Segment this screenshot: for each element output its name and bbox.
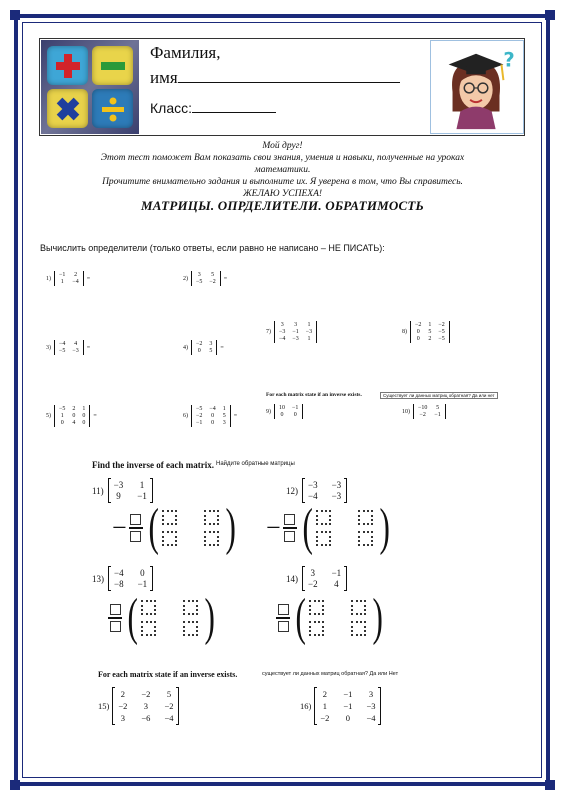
matrix-entry: 3 bbox=[209, 341, 213, 347]
matrix-entry: 0 bbox=[211, 420, 215, 426]
numerator-box[interactable] bbox=[278, 604, 289, 615]
problem-8 bbox=[402, 321, 450, 343]
matrix-entry: 0 bbox=[60, 420, 64, 426]
matrix-entry: −2 bbox=[415, 322, 422, 328]
problem-number: 3) bbox=[46, 344, 51, 351]
matrix-entry: 0 bbox=[82, 413, 86, 419]
math-logo bbox=[41, 40, 139, 134]
problem-12 bbox=[286, 478, 347, 503]
entry-box[interactable] bbox=[204, 510, 219, 525]
entry-box[interactable] bbox=[204, 531, 219, 546]
name-label: имя bbox=[150, 68, 178, 87]
problem-number: 15) bbox=[98, 701, 110, 711]
matrix-entry: 3 bbox=[294, 322, 298, 328]
name-underline bbox=[178, 82, 400, 83]
matrix-entry: −3 bbox=[279, 329, 286, 335]
matrix-entry: 10 bbox=[279, 405, 285, 411]
matrix-entry: −3 bbox=[331, 480, 342, 490]
problem-3 bbox=[46, 340, 90, 355]
matrix-entry: 3 bbox=[143, 701, 149, 711]
intro-line: Этот тест поможет Вам показать свои знания, умения и навыки, полученные на уроках bbox=[100, 153, 465, 163]
matrix-entry: 2 bbox=[72, 406, 76, 412]
matrix bbox=[112, 687, 179, 725]
entry-box[interactable] bbox=[309, 621, 324, 636]
intro-line: Мой друг! bbox=[262, 141, 303, 151]
answer-template-12 bbox=[266, 499, 393, 556]
exists-heading: For each matrix state if an inverse exists. bbox=[98, 670, 238, 679]
matrix-entry: −4 bbox=[279, 336, 286, 342]
entry-box[interactable] bbox=[358, 531, 373, 546]
matrix-entry: −2 bbox=[196, 341, 203, 347]
matrix-entry: 0 bbox=[72, 413, 76, 419]
matrix-entry: −2 bbox=[141, 689, 151, 699]
matrix-entry: 1 bbox=[322, 701, 327, 711]
matrix-entry: −4 bbox=[59, 341, 66, 347]
matrix-entry: 1 bbox=[60, 279, 64, 285]
problem-number: 16) bbox=[300, 701, 312, 711]
entry-box[interactable] bbox=[316, 531, 331, 546]
answer-grid bbox=[162, 510, 222, 546]
matrix-entry: −4 bbox=[209, 406, 216, 412]
matrix-entry: −2 bbox=[164, 701, 174, 711]
problem-number: 13) bbox=[92, 573, 104, 584]
matrix bbox=[108, 478, 153, 503]
equals-sign: = bbox=[93, 413, 97, 419]
problem-number: 7) bbox=[266, 329, 271, 335]
corner-ornament bbox=[10, 780, 20, 790]
intro-line: ЖЕЛАЮ УСПЕХА! bbox=[242, 189, 323, 199]
matrix-entry: −4 bbox=[72, 279, 79, 285]
determinant-instruction: Вычислить определители (только ответы, если равно не написано – НЕ ПИСАТЬ): bbox=[40, 243, 385, 253]
class-field[interactable] bbox=[150, 100, 276, 116]
matrix-entry: 5 bbox=[166, 689, 172, 699]
matrix bbox=[410, 321, 450, 343]
matrix-entry: 5 bbox=[428, 329, 432, 335]
right-paren: ) bbox=[379, 499, 390, 556]
matrix-entry: −1 bbox=[292, 405, 299, 411]
matrix-entry: 0 bbox=[280, 412, 284, 418]
equals-sign: = bbox=[86, 275, 91, 282]
numerator-box[interactable] bbox=[284, 514, 295, 525]
numerator-box[interactable] bbox=[110, 604, 121, 615]
problem-1 bbox=[46, 271, 90, 286]
left-paren: ( bbox=[127, 589, 138, 646]
matrix-entry: −5 bbox=[59, 406, 66, 412]
matrix-entry: −1 bbox=[137, 491, 147, 501]
minus-sign: − bbox=[266, 513, 281, 542]
matrix-entry: −1 bbox=[343, 689, 353, 699]
matrix-entry: 5 bbox=[211, 272, 215, 278]
answer-template-13 bbox=[108, 589, 219, 646]
matrix-entry: 4 bbox=[74, 341, 78, 347]
plus-icon bbox=[47, 46, 88, 85]
corner-ornament bbox=[10, 10, 20, 20]
matrix-entry: 3 bbox=[368, 689, 374, 699]
times-icon bbox=[47, 89, 88, 128]
matrix-entry: −1 bbox=[137, 579, 148, 589]
left-paren: ( bbox=[302, 499, 313, 556]
answer-grid bbox=[316, 510, 376, 546]
corner-ornament bbox=[545, 10, 555, 20]
problem-14 bbox=[286, 566, 347, 591]
problem-number: 9) bbox=[266, 408, 271, 415]
matrix-entry: 1 bbox=[82, 406, 86, 412]
equals-sign: = bbox=[220, 344, 224, 351]
denominator-box[interactable] bbox=[130, 531, 141, 542]
problem-13 bbox=[92, 566, 153, 591]
matrix-entry: −2 bbox=[196, 413, 203, 419]
matrix-entry: 5 bbox=[209, 348, 213, 354]
problem-4 bbox=[183, 340, 224, 355]
matrix-entry: 2 bbox=[428, 336, 432, 342]
problem-number: 4) bbox=[183, 344, 188, 351]
graduate-girl-avatar bbox=[430, 40, 524, 134]
problem-16 bbox=[300, 687, 381, 725]
corner-ornament bbox=[545, 780, 555, 790]
entry-box[interactable] bbox=[358, 510, 373, 525]
matrix-entry: 0 bbox=[82, 420, 86, 426]
entry-box[interactable] bbox=[141, 621, 156, 636]
matrix-entry: −1 bbox=[292, 329, 299, 335]
matrix-entry: −2 bbox=[118, 701, 128, 711]
fraction bbox=[283, 514, 297, 542]
matrix-entry: 9 bbox=[116, 491, 121, 501]
right-paren: ) bbox=[225, 499, 236, 556]
matrix bbox=[274, 321, 317, 343]
matrix-entry: 0 bbox=[211, 413, 215, 419]
matrix-entry: −2 bbox=[419, 412, 426, 418]
matrix-entry: 5 bbox=[222, 413, 226, 419]
problem-number: 2) bbox=[183, 275, 188, 282]
problem-7 bbox=[266, 321, 317, 343]
problem-number: 5) bbox=[46, 413, 51, 419]
problem-10 bbox=[402, 404, 446, 419]
matrix-entry: 3 bbox=[280, 322, 284, 328]
problem-6 bbox=[183, 405, 237, 427]
matrix-entry: −2 bbox=[209, 279, 216, 285]
class-label: Класс: bbox=[150, 100, 192, 116]
left-paren: ( bbox=[295, 589, 306, 646]
matrix bbox=[191, 340, 217, 355]
matrix-entry: −3 bbox=[72, 348, 79, 354]
equals-sign: = bbox=[233, 413, 238, 419]
equals-sign: = bbox=[223, 275, 228, 282]
right-paren: ) bbox=[204, 589, 216, 646]
problem-number: 11) bbox=[92, 485, 104, 496]
page-title: МАТРИЦЫ. ОПРДЕЛИТЕЛИ. ОБРАТИМОСТЬ bbox=[141, 198, 424, 213]
problem-number: 12) bbox=[286, 485, 298, 496]
answer-template-14 bbox=[276, 589, 387, 646]
matrix-entry: 4 bbox=[72, 420, 76, 426]
minus-icon bbox=[92, 46, 133, 85]
entry-box[interactable] bbox=[162, 510, 177, 525]
matrix-entry: −5 bbox=[196, 406, 203, 412]
matrix-entry: 1 bbox=[307, 336, 311, 342]
answer-grid bbox=[309, 600, 369, 636]
matrix-entry: −3 bbox=[292, 336, 299, 342]
problem-9 bbox=[266, 404, 303, 419]
name-field[interactable] bbox=[150, 68, 400, 88]
inverse-note-ru: Существует ли данных матриц обратная? Да или нет bbox=[380, 392, 498, 399]
matrix-entry: 0 bbox=[140, 568, 145, 578]
matrix-entry: 1 bbox=[428, 322, 432, 328]
matrix bbox=[413, 404, 446, 419]
matrix bbox=[274, 404, 303, 419]
matrix-entry: 5 bbox=[436, 405, 440, 411]
matrix-entry: −2 bbox=[438, 322, 445, 328]
intro-line: Прочитите внимательно задания и выполните их. Я уверена в том, что Вы справитесь. bbox=[102, 177, 463, 187]
matrix bbox=[54, 340, 84, 355]
matrix-entry: −5 bbox=[196, 279, 203, 285]
inverse-heading: Find the inverse of each matrix. bbox=[92, 460, 214, 470]
problem-11 bbox=[92, 478, 153, 503]
matrix bbox=[54, 271, 84, 286]
left-paren: ( bbox=[148, 499, 159, 556]
intro-line: математики. bbox=[254, 165, 311, 175]
matrix bbox=[314, 687, 381, 725]
entry-box[interactable] bbox=[162, 531, 177, 546]
fraction bbox=[276, 604, 290, 632]
problem-2 bbox=[183, 271, 227, 286]
matrix-entry: 2 bbox=[322, 689, 327, 699]
matrix-entry: −5 bbox=[438, 329, 445, 335]
matrix bbox=[302, 566, 347, 591]
surname-label: Фамилия, bbox=[150, 43, 221, 62]
entry-box[interactable] bbox=[316, 510, 331, 525]
matrix-entry: −1 bbox=[59, 272, 66, 278]
matrix-entry: −4 bbox=[308, 491, 318, 501]
matrix-entry: 2 bbox=[120, 689, 125, 699]
matrix-entry: −5 bbox=[59, 348, 66, 354]
matrix-entry: −4 bbox=[366, 713, 376, 723]
matrix-entry: −6 bbox=[141, 713, 151, 723]
matrix-entry: −8 bbox=[114, 579, 124, 589]
matrix-entry: −5 bbox=[438, 336, 445, 342]
matrix-entry: 2 bbox=[74, 272, 78, 278]
problem-number: 10) bbox=[402, 408, 410, 415]
entry-box[interactable] bbox=[141, 600, 156, 615]
problem-number: 1) bbox=[46, 275, 51, 282]
problem-5 bbox=[46, 405, 97, 427]
divide-icon bbox=[92, 89, 133, 128]
entry-box[interactable] bbox=[183, 621, 198, 636]
equals-sign: = bbox=[86, 344, 91, 351]
matrix-entry: 0 bbox=[345, 713, 351, 723]
matrix bbox=[108, 566, 153, 591]
matrix-entry: −1 bbox=[331, 568, 342, 578]
matrix-entry: −4 bbox=[114, 568, 124, 578]
denominator-box[interactable] bbox=[110, 621, 121, 632]
entry-box[interactable] bbox=[183, 600, 198, 615]
matrix bbox=[54, 405, 90, 427]
matrix-entry: −3 bbox=[331, 491, 342, 501]
matrix-entry: 4 bbox=[334, 579, 339, 589]
matrix-entry: 1 bbox=[60, 413, 64, 419]
matrix-entry: −1 bbox=[434, 412, 441, 418]
inverse-note-en: For each matrix state if an inverse exists. bbox=[266, 392, 362, 398]
entry-box[interactable] bbox=[351, 600, 366, 615]
intro-text bbox=[40, 140, 525, 200]
matrix-entry: −10 bbox=[418, 405, 428, 411]
entry-box[interactable] bbox=[351, 621, 366, 636]
numerator-box[interactable] bbox=[130, 514, 141, 525]
class-underline bbox=[192, 112, 276, 113]
matrix-entry: 1 bbox=[222, 406, 226, 412]
matrix-entry: 3 bbox=[197, 272, 201, 278]
matrix-entry: 1 bbox=[139, 480, 145, 490]
matrix-entry: −2 bbox=[320, 713, 330, 723]
svg-text:?: ? bbox=[503, 48, 515, 72]
right-paren: ) bbox=[372, 589, 384, 646]
matrix-entry: 3 bbox=[310, 568, 316, 578]
denominator-box[interactable] bbox=[278, 621, 289, 632]
matrix-entry: −1 bbox=[343, 701, 353, 711]
matrix-entry: 1 bbox=[307, 322, 311, 328]
fraction bbox=[129, 514, 143, 542]
problem-number: 6) bbox=[183, 413, 188, 419]
answer-grid bbox=[141, 600, 201, 636]
entry-box[interactable] bbox=[309, 600, 324, 615]
denominator-box[interactable] bbox=[284, 531, 295, 542]
matrix-entry: 3 bbox=[222, 420, 226, 426]
fraction bbox=[108, 604, 122, 632]
inverse-subheading: Найдите обратные матрицы bbox=[216, 461, 295, 467]
matrix-entry: −3 bbox=[305, 329, 313, 335]
matrix-entry: −3 bbox=[113, 480, 124, 490]
matrix-entry: −2 bbox=[308, 579, 318, 589]
matrix-entry: −3 bbox=[366, 701, 376, 711]
matrix-entry: −3 bbox=[308, 480, 318, 490]
matrix-entry: 0 bbox=[293, 412, 297, 418]
matrix-entry: −1 bbox=[196, 420, 203, 426]
problem-15 bbox=[98, 687, 179, 725]
minus-sign: − bbox=[112, 513, 127, 542]
problem-number: 8) bbox=[402, 329, 407, 335]
matrix bbox=[191, 405, 231, 427]
exists-subheading: существует ли данных матриц обратная? Да или Нет bbox=[262, 671, 399, 677]
matrix-entry: 3 bbox=[120, 713, 125, 723]
problem-number: 14) bbox=[286, 573, 298, 584]
matrix-entry: 0 bbox=[416, 329, 420, 335]
answer-template-11 bbox=[112, 499, 239, 556]
matrix bbox=[191, 271, 221, 286]
matrix-entry: −4 bbox=[164, 713, 174, 723]
matrix-entry: 0 bbox=[416, 336, 420, 342]
matrix-entry: 0 bbox=[197, 348, 201, 354]
